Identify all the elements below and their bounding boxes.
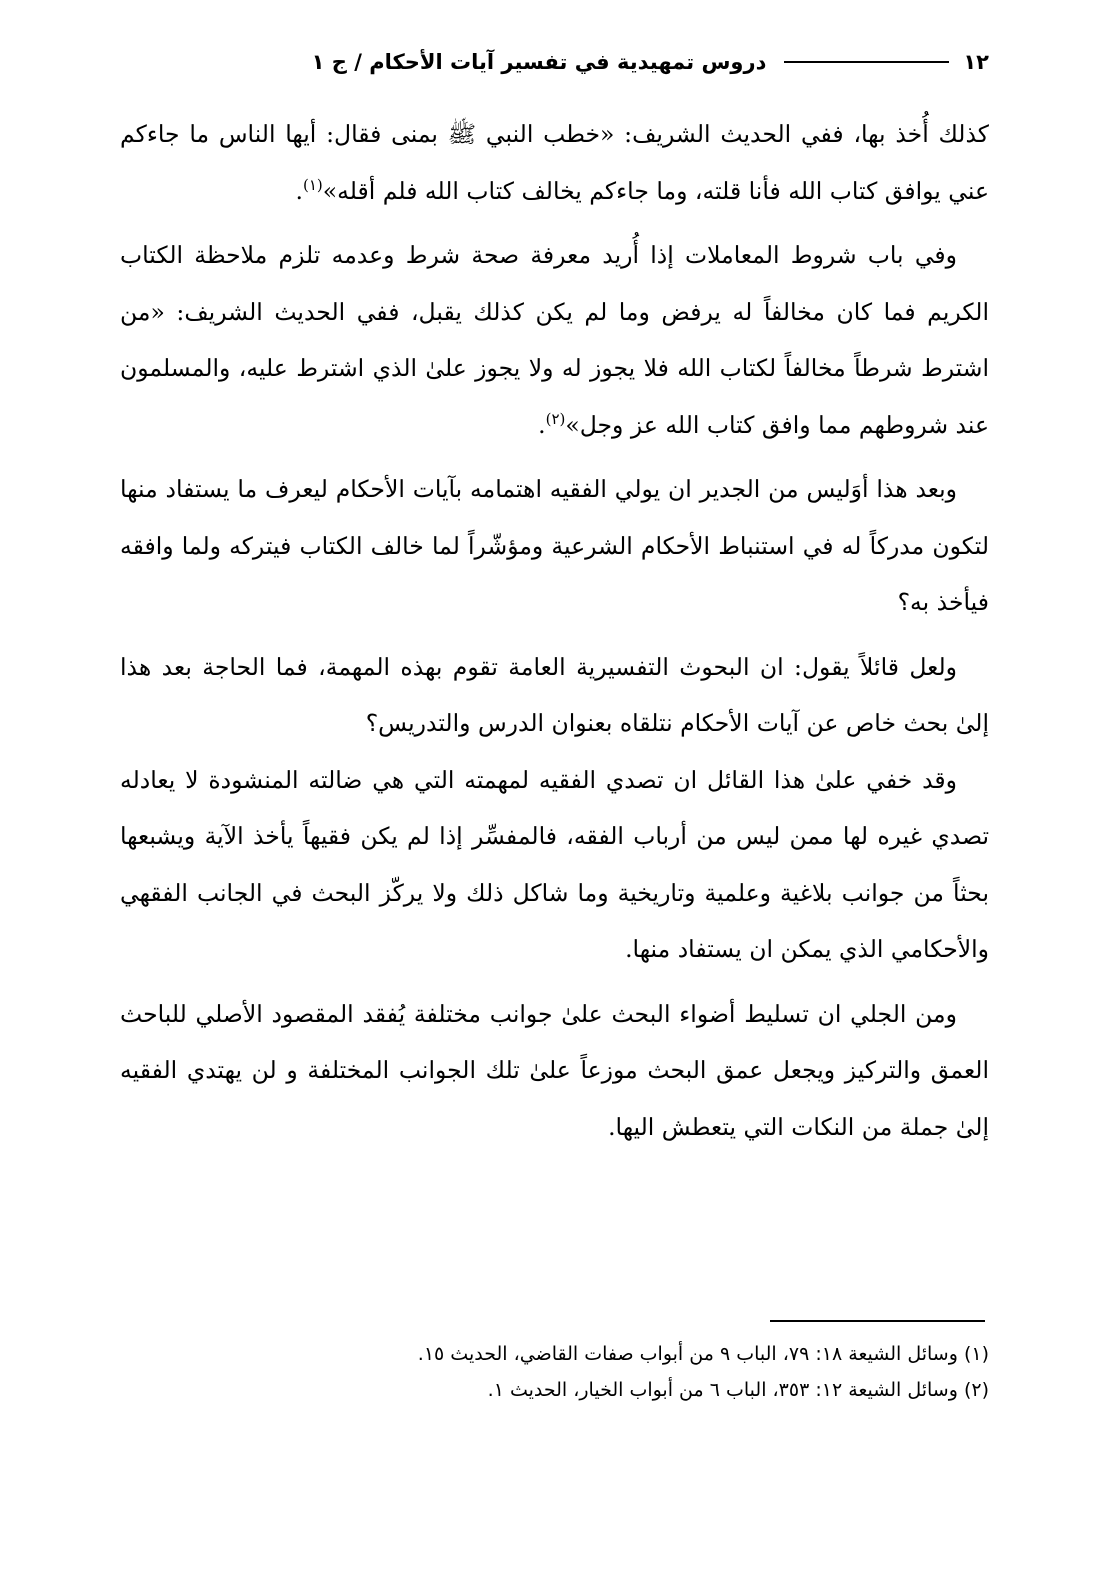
book-title: دروس تمهيدية في تفسير آيات الأحكام / ج ١ bbox=[311, 50, 767, 74]
header-rule bbox=[784, 61, 949, 63]
paragraph: ولعل قائلاً يقول: ان البحوث التفسيرية العامة تقوم بهذه المهمة، فما الحاجة بعد هذا إلىٰ بحث خاص عن آيات الأحكام نتلقاه بعنوان الدرس والتدريس؟ bbox=[120, 652, 989, 737]
paragraph: وبعد هذا أوَليس من الجدير ان يولي الفقيه اهتمامه بآيات الأحكام ليعرف ما يستفاد منها لتكون مدركاً له في استنباط الأحكام الشرعية ومؤشّراً لما خالف الكتاب فيتركه ولما وافقه فيأخذ به؟ bbox=[120, 475, 989, 616]
footnote: (١) وسائل الشيعة ١٨: ٧٩، الباب ٩ من أبواب صفات القاضي، الحديث ١٥. bbox=[417, 1343, 989, 1365]
paragraph: كذلك أُخذ بها، ففي الحديث الشريف: «خطب النبي ﷺ بمنى فقال: أيها الناس ما جاءكم عني يوافق كتاب الله فأنا قلته، وما جاءكم يخالف كتاب الله فلم أقله»$^{(١)}$. bbox=[120, 120, 989, 205]
paragraph: وفي باب شروط المعاملات إذا أُريد معرفة صحة شرط وعدمه تلزم ملاحظة الكتاب الكريم فما كان مخالفاً له يرفض وما لم يكن كذلك يقبل، ففي الحديث الشريف: «من اشترط شرطاً مخالفاً لكتاب الله فلا يجوز له ولا يجوز علىٰ الذي اشترط عليه، والمسلمون عند شروطهم مما وافق كتاب الله عز وجل»$^{(٢)}$. bbox=[120, 241, 989, 439]
page-number: ١٢ bbox=[963, 50, 989, 74]
paragraph: وقد خفي علىٰ هذا القائل ان تصدي الفقيه لمهمته التي هي ضالته المنشودة لا يعادله تصدي غيره لها ممن ليس من أرباب الفقه، فالمفسِّر إذا لم يكن فقيهاً يأخذ الآية ويشبعها بحثاً من جوانب بلاغية وعلمية وتاريخية وما شاكل ذلك ولا يركّز البحث في الجانب الفقهي والأحكامي الذي يمكن ان يستفاد منها. bbox=[120, 765, 989, 963]
footnote-ref: (١) bbox=[303, 175, 323, 194]
footnote: (٢) وسائل الشيعة ١٢: ٣٥٣، الباب ٦ من أبواب الخيار، الحديث ١. bbox=[487, 1379, 989, 1401]
footnote-separator bbox=[770, 1320, 985, 1322]
footnote-ref: (٢) bbox=[545, 409, 566, 428]
paragraph: ومن الجلي ان تسليط أضواء البحث علىٰ جوانب مختلفة يُفقد المقصود الأصلي للباحث العمق والتركيز ويجعل عمق البحث موزعاً علىٰ تلك الجوانب المختلفة و لن يهتدي الفقيه إلىٰ جملة من النكات التي يتعطش اليها. bbox=[120, 999, 989, 1141]
footnotes bbox=[120, 1336, 989, 1408]
running-header bbox=[120, 42, 989, 82]
body-text bbox=[120, 106, 989, 1155]
